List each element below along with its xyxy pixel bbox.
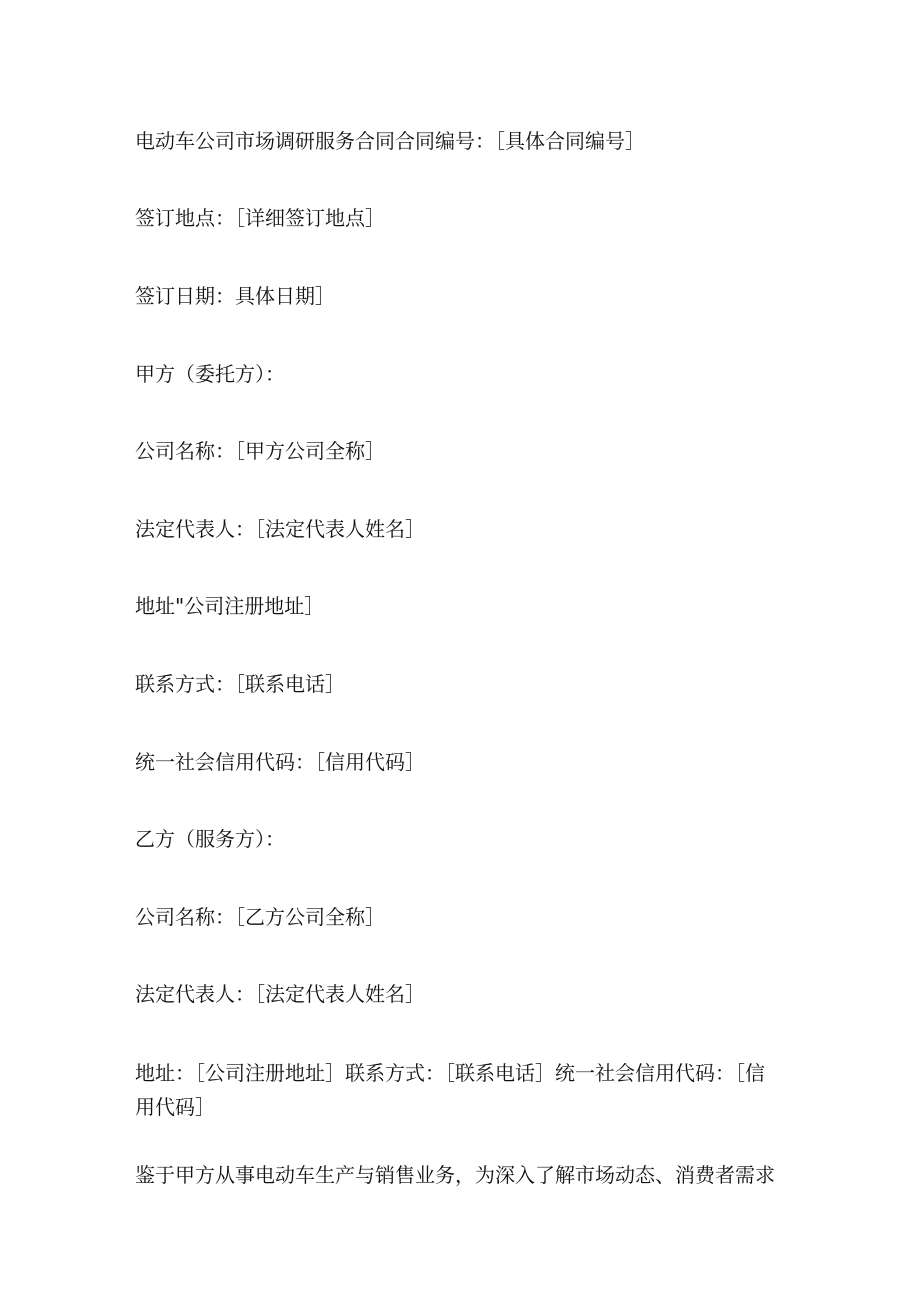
- signing-location-line: 签订地点：［详细签订地点］: [135, 206, 385, 230]
- party-a-company-name: 公司名称：［甲方公司全称］: [135, 439, 385, 463]
- party-b-company-name: 公司名称：［乙方公司全称］: [135, 905, 385, 929]
- signing-date-line: 签订日期：具体日期］: [135, 284, 335, 308]
- party-a-contact: 联系方式：［联系电话］: [135, 672, 345, 696]
- party-a-heading: 甲方（委托方）：: [135, 362, 285, 386]
- party-b-heading: 乙方（服务方）：: [135, 827, 285, 851]
- party-a-address: 地址"公司注册地址］: [135, 594, 325, 618]
- party-a-credit-code: 统一社会信用代码：［信用代码］: [135, 750, 425, 774]
- party-b-legal-representative: 法定代表人：［法定代表人姓名］: [135, 982, 425, 1006]
- contract-title-line: 电动车公司市场调研服务合同合同编号：［具体合同编号］: [135, 129, 645, 153]
- party-a-legal-representative: 法定代表人：［法定代表人姓名］: [135, 517, 425, 541]
- preamble-paragraph: 鉴于甲方从事电动车生产与销售业务，为深入了解市场动态、消费者需求: [135, 1163, 775, 1187]
- party-b-address-contact-code: 地址：［公司注册地址］联系方式：［联系电话］统一社会信用代码：［信用代码］: [135, 1061, 765, 1119]
